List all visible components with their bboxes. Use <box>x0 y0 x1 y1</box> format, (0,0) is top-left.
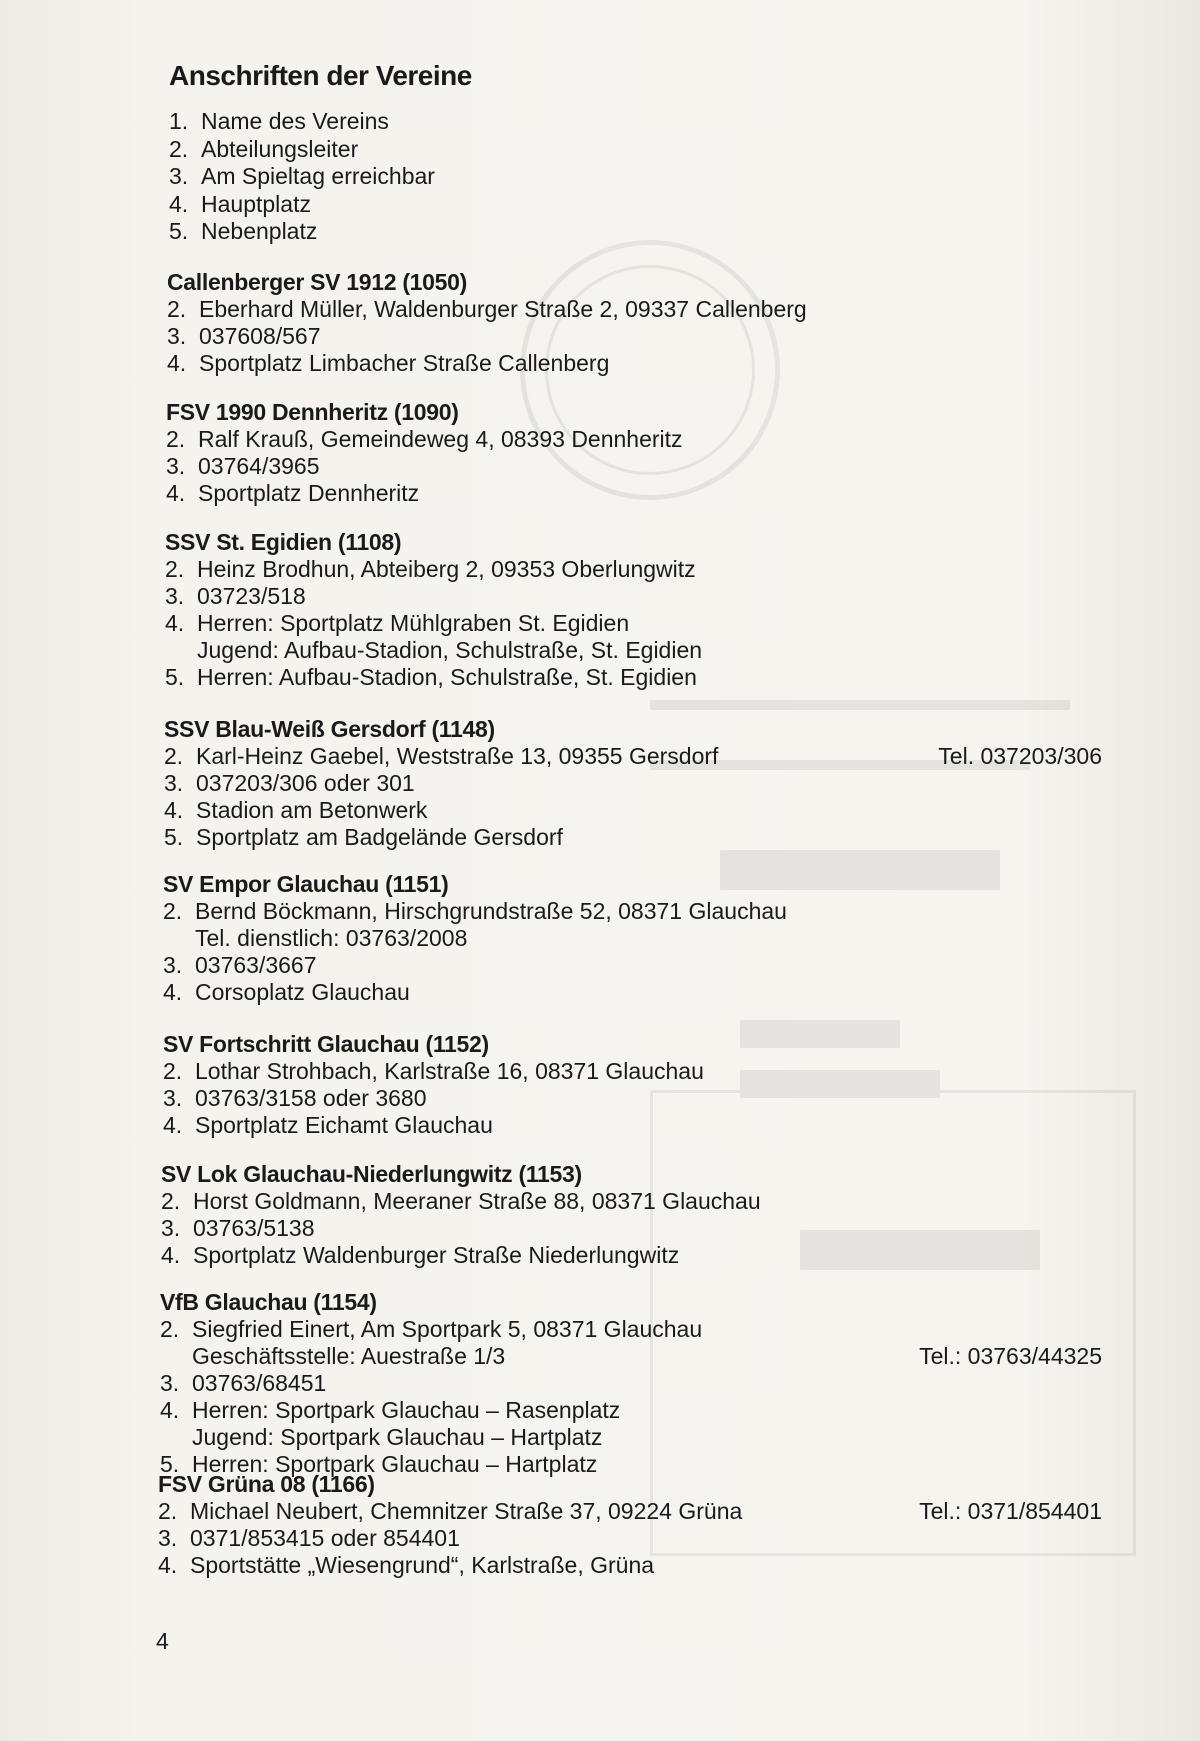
club-detail-line <box>163 979 1113 1006</box>
detail-num: 4. <box>161 1242 181 1268</box>
detail-num: 3. <box>161 1215 181 1241</box>
club-detail-line <box>165 664 1115 691</box>
detail-text: Tel. dienstlich: 03763/2008 <box>195 925 468 951</box>
detail-num: 2. <box>163 1058 183 1084</box>
detail-text: Sportstätte „Wiesengrund“, Karlstraße, Grüna <box>190 1552 655 1578</box>
club-detail-line <box>158 1552 1108 1579</box>
club-detail-line <box>166 426 1116 453</box>
detail-text: Eberhard Müller, Waldenburger Straße 2, 09337 Callenberg <box>199 296 807 322</box>
legend-num: 5. <box>169 218 189 244</box>
detail-text: Sportplatz Waldenburger Straße Niederlungwitz <box>193 1242 680 1268</box>
page-title: Anschriften der Vereine <box>169 60 472 91</box>
club-detail-line <box>163 952 1113 979</box>
club-detail-line <box>166 480 1116 507</box>
detail-text: Lothar Strohbach, Karlstraße 16, 08371 Glauchau <box>195 1058 704 1084</box>
detail-text: 037203/306 oder 301 <box>196 770 415 796</box>
detail-text: Herren: Aufbau-Stadion, Schulstraße, St. Egidien <box>197 664 697 690</box>
club-entry <box>160 1288 1110 1478</box>
detail-text: 037608/567 <box>199 323 321 349</box>
club-name: SV Lok Glauchau-Niederlungwitz (1153) <box>161 1161 582 1187</box>
legend-text: Abteilungsleiter <box>201 135 359 162</box>
detail-text: Karl-Heinz Gaebel, Weststraße 13, 09355 Gersdorf <box>196 743 719 769</box>
detail-num: 2. <box>165 556 185 582</box>
club-detail-line <box>167 350 1117 377</box>
detail-text: 03763/3158 oder 3680 <box>195 1085 427 1111</box>
club-detail-line <box>164 797 1114 824</box>
detail-num: 3. <box>158 1525 178 1551</box>
detail-num: 4. <box>166 480 186 506</box>
detail-num: 2. <box>158 1498 178 1524</box>
detail-text: Michael Neubert, Chemnitzer Straße 37, 09224 Grüna <box>190 1498 743 1524</box>
club-detail-line <box>164 770 1114 797</box>
club-name: SSV Blau-Weiß Gersdorf (1148) <box>164 716 495 742</box>
detail-num: 5. <box>160 1451 180 1477</box>
club-detail-line <box>165 556 1115 583</box>
detail-num: 3. <box>164 770 184 796</box>
legend-num: 3. <box>169 163 189 189</box>
phone-number: Tel.: 03763/44325 <box>919 1343 1102 1369</box>
club-entry <box>163 870 1113 1006</box>
detail-num: 2. <box>161 1188 181 1214</box>
legend-item <box>169 108 435 136</box>
detail-text: Geschäftsstelle: Auestraße 1/3 <box>192 1343 506 1369</box>
detail-text: 03763/3667 <box>195 952 317 978</box>
detail-text: Ralf Krauß, Gemeindeweg 4, 08393 Dennheritz <box>198 426 683 452</box>
detail-num: 4. <box>167 350 187 376</box>
club-entry <box>161 1160 1111 1269</box>
club-detail-line <box>160 1397 1110 1424</box>
club-detail-line <box>166 453 1116 480</box>
detail-text: Sportplatz Limbacher Straße Callenberg <box>199 350 610 376</box>
detail-num: 3. <box>160 1370 180 1396</box>
club-detail-line <box>158 1525 1108 1552</box>
detail-text: Sportplatz Dennheritz <box>198 480 420 506</box>
club-detail-line <box>164 743 1114 770</box>
club-detail-line <box>167 296 1117 323</box>
detail-text: 03763/68451 <box>192 1370 327 1396</box>
club-detail-line <box>161 1188 1111 1215</box>
club-detail-line <box>167 323 1117 350</box>
detail-text: Stadion am Betonwerk <box>196 797 428 823</box>
club-name: Callenberger SV 1912 (1050) <box>167 269 468 295</box>
club-detail-line <box>163 898 1113 925</box>
club-detail-line <box>163 1085 1113 1112</box>
detail-text: Siegfried Einert, Am Sportpark 5, 08371 Glauchau <box>192 1316 703 1342</box>
detail-num: 5. <box>165 664 185 690</box>
club-detail-line <box>163 1112 1113 1139</box>
detail-num: 4. <box>165 610 185 636</box>
phone-number: Tel.: 0371/854401 <box>919 1498 1102 1524</box>
club-name: VfB Glauchau (1154) <box>160 1289 377 1315</box>
detail-text: 0371/853415 oder 854401 <box>190 1525 460 1551</box>
legend-num: 2. <box>169 135 189 162</box>
detail-num: 3. <box>166 453 186 479</box>
detail-num: 4. <box>158 1552 178 1578</box>
club-entry <box>163 1030 1113 1139</box>
detail-num: 3. <box>163 1085 183 1111</box>
legend-item <box>169 191 435 219</box>
detail-num: 4. <box>160 1397 180 1423</box>
detail-num: 3. <box>165 583 185 609</box>
club-name: SV Fortschritt Glauchau (1152) <box>163 1031 489 1057</box>
club-name: SV Empor Glauchau (1151) <box>163 871 449 897</box>
legend-num: 1. <box>169 108 189 134</box>
legend-num: 4. <box>169 190 189 217</box>
club-detail-line <box>160 1424 1110 1451</box>
club-detail-line <box>165 583 1115 610</box>
legend-item <box>169 136 435 164</box>
detail-num: 2. <box>166 426 186 452</box>
detail-text: Horst Goldmann, Meeraner Straße 88, 08371 Glauchau <box>193 1188 761 1214</box>
detail-text: Corsoplatz Glauchau <box>195 979 410 1005</box>
detail-text: Jugend: Aufbau-Stadion, Schulstraße, St. Egidien <box>197 637 703 663</box>
legend-text: Hauptplatz <box>201 190 311 217</box>
club-detail-line <box>158 1498 1108 1525</box>
club-detail-line <box>161 1242 1111 1269</box>
detail-num: 3. <box>167 323 187 349</box>
club-entry <box>167 268 1117 377</box>
detail-text: 03763/5138 <box>193 1215 315 1241</box>
field-legend <box>169 108 435 246</box>
detail-text: Herren: Sportpark Glauchau – Rasenplatz <box>192 1397 621 1423</box>
club-detail-line <box>160 1370 1110 1397</box>
legend-item <box>169 218 435 246</box>
club-name: FSV Grüna 08 (1166) <box>158 1471 375 1497</box>
detail-text: Sportplatz am Badgelände Gersdorf <box>196 824 563 850</box>
detail-num: 2. <box>164 743 184 769</box>
club-detail-line <box>161 1215 1111 1242</box>
detail-num: 4. <box>163 979 183 1005</box>
legend-text: Am Spieltag erreichbar <box>201 163 435 189</box>
legend-item <box>169 163 435 191</box>
club-detail-line <box>163 1058 1113 1085</box>
club-detail-line <box>165 610 1115 637</box>
detail-num: 5. <box>164 824 184 850</box>
club-detail-line <box>165 637 1115 664</box>
club-detail-line <box>164 824 1114 851</box>
detail-num: 2. <box>167 296 187 322</box>
club-name: FSV 1990 Dennheritz (1090) <box>166 399 459 425</box>
club-detail-line <box>160 1316 1110 1343</box>
detail-text: Herren: Sportpark Glauchau – Hartplatz <box>192 1451 598 1477</box>
club-detail-line <box>163 925 1113 952</box>
detail-num: 4. <box>163 1112 183 1138</box>
detail-num: 4. <box>164 797 184 823</box>
detail-text: 03764/3965 <box>198 453 320 479</box>
legend-text: Nebenplatz <box>201 218 318 244</box>
detail-text: Sportplatz Eichamt Glauchau <box>195 1112 493 1138</box>
club-entry <box>158 1470 1108 1579</box>
club-entry <box>166 398 1116 507</box>
club-entry <box>164 715 1114 851</box>
detail-num: 2. <box>160 1316 180 1342</box>
page-number: 4 <box>156 1628 169 1654</box>
club-detail-line <box>160 1343 1110 1370</box>
detail-text: 03723/518 <box>197 583 306 609</box>
detail-text: Herren: Sportplatz Mühlgraben St. Egidien <box>197 610 630 636</box>
detail-text: Bernd Böckmann, Hirschgrundstraße 52, 08371 Glauchau <box>195 898 787 924</box>
detail-text: Heinz Brodhun, Abteiberg 2, 09353 Oberlungwitz <box>197 556 696 582</box>
club-name: SSV St. Egidien (1108) <box>165 529 402 555</box>
legend-text: Name des Vereins <box>201 108 389 134</box>
detail-text: Jugend: Sportpark Glauchau – Hartplatz <box>192 1424 603 1450</box>
club-entry <box>165 528 1115 691</box>
detail-num: 3. <box>163 952 183 978</box>
detail-num: 2. <box>163 898 183 924</box>
phone-number: Tel. 037203/306 <box>938 743 1102 769</box>
